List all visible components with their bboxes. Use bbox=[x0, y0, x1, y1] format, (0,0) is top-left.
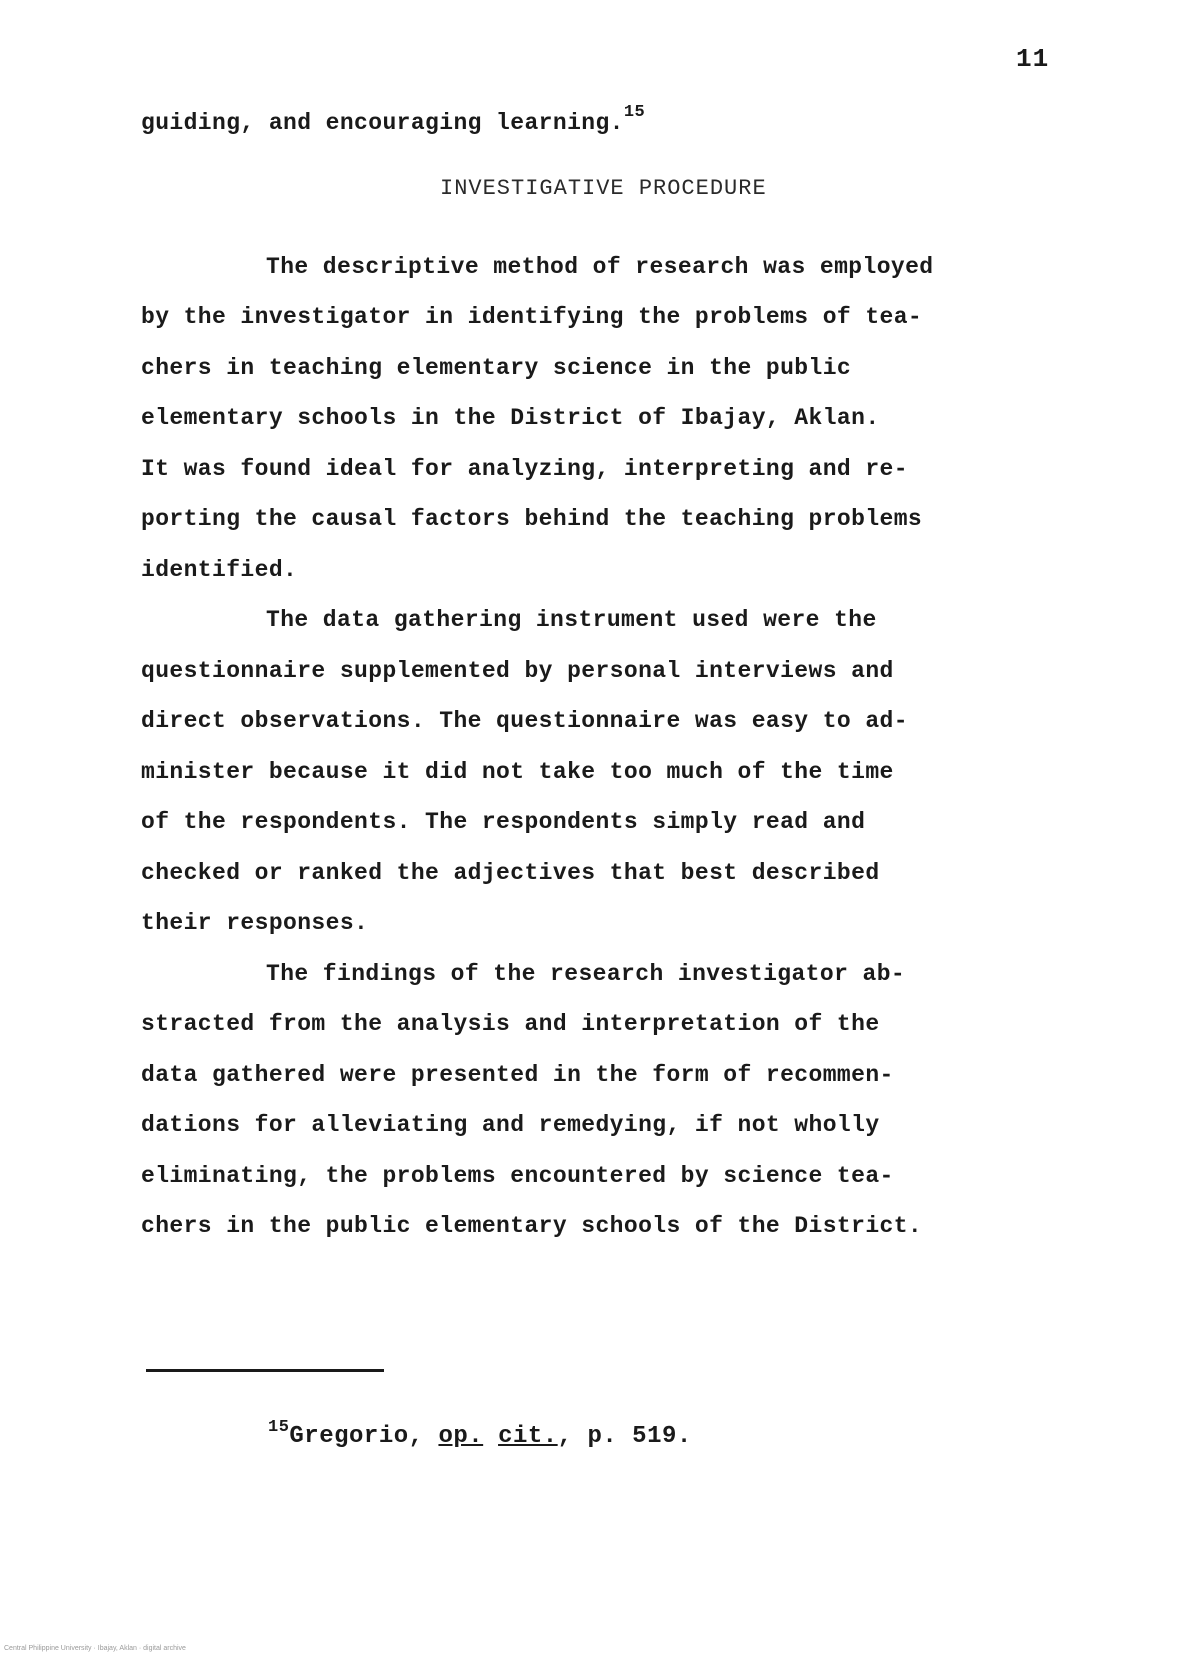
paragraph-3-line-1: The findings of the research investigator ab- bbox=[266, 961, 906, 987]
paragraph-3-line-6: chers in the public elementary schools of the District. bbox=[141, 1213, 923, 1239]
footnote-op: op. bbox=[438, 1423, 484, 1450]
page-number: 11 bbox=[1016, 44, 1050, 74]
footnote bbox=[268, 1418, 692, 1450]
paragraph-2-line-6: checked or ranked the adjectives that best described bbox=[141, 860, 880, 886]
paragraph-1-line-2: by the investigator in identifying the problems of tea- bbox=[141, 304, 923, 330]
paragraph-2-line-7: their responses. bbox=[141, 910, 369, 936]
paragraph-3-line-3: data gathered were presented in the form of recommen- bbox=[141, 1062, 894, 1088]
paragraph-1-line-7: identified. bbox=[141, 557, 298, 583]
footnote-separator bbox=[146, 1369, 384, 1372]
continuation-line bbox=[141, 98, 645, 138]
footnote-cit: cit. bbox=[498, 1423, 558, 1450]
paragraph-2-line-5: of the respondents. The respondents simply read and bbox=[141, 809, 866, 835]
paragraph-1-line-6: porting the causal factors behind the teaching problems bbox=[141, 506, 923, 532]
paragraph-1-line-1: The descriptive method of research was employed bbox=[266, 254, 934, 280]
paragraph-2-line-4: minister because it did not take too much of the time bbox=[141, 759, 894, 785]
continuation-text: guiding, and encouraging learning. bbox=[141, 110, 624, 136]
paragraph-3-line-2: stracted from the analysis and interpretation of the bbox=[141, 1011, 880, 1037]
section-heading: INVESTIGATIVE PROCEDURE bbox=[440, 176, 767, 201]
footnote-reference: 15 bbox=[623, 103, 646, 122]
paragraph-2-line-2: questionnaire supplemented by personal interviews and bbox=[141, 658, 894, 684]
footnote-author: Gregorio, bbox=[289, 1423, 424, 1450]
footnote-page: , p. 519. bbox=[557, 1423, 692, 1450]
paragraph-1-line-4: elementary schools in the District of Ibajay, Aklan. bbox=[141, 405, 880, 431]
paragraph-2-line-1: The data gathering instrument used were the bbox=[266, 607, 877, 633]
paragraph-1-line-5: It was found ideal for analyzing, interpreting and re- bbox=[141, 456, 908, 482]
archive-watermark: Central Philippine University · Ibajay, Aklan · digital archive bbox=[4, 1645, 186, 1652]
paragraph-2-line-3: direct observations. The questionnaire was easy to ad- bbox=[141, 708, 908, 734]
paragraph-3-line-5: eliminating, the problems encountered by science tea- bbox=[141, 1163, 894, 1189]
footnote-mark: 15 bbox=[268, 1418, 290, 1437]
paragraph-1-line-3: chers in teaching elementary science in the public bbox=[141, 355, 852, 381]
paragraph-3-line-4: dations for alleviating and remedying, if not wholly bbox=[141, 1112, 880, 1138]
